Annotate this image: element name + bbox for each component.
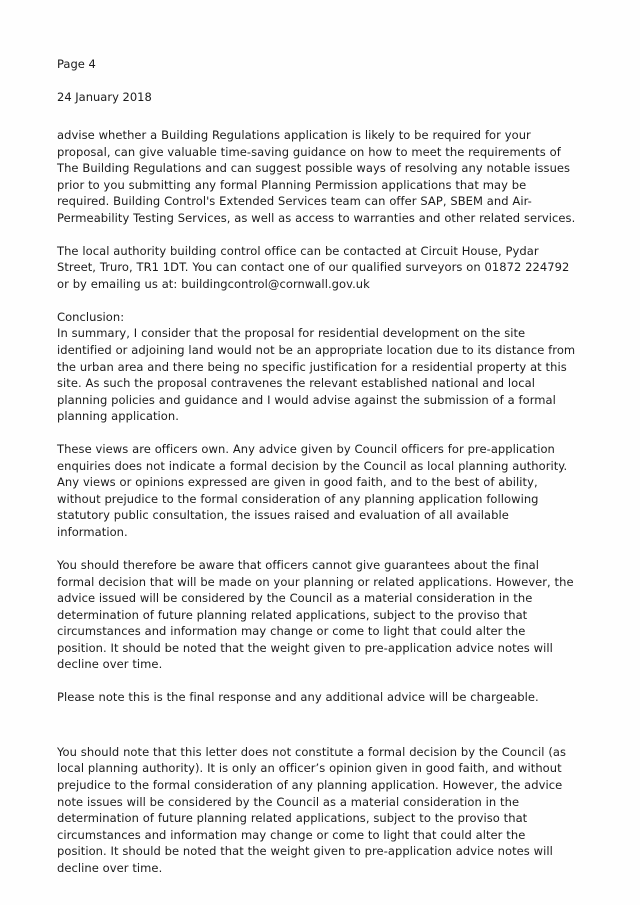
paragraph-no-guarantees-notice: You should therefore be aware that officers cannot give guarantees about the final formal decision that will be made on your planning or related applications. However, the advice issued will be considered by the Council as a material consideration in the determination of future planning related applications, subject to the proviso that circumstances and information may change or come to light that could alter the position. It should be noted that the weight given to pre-application advice notes will decline over time. [57, 558, 574, 672]
paragraph-building-control-contact: The local authority building control office can be contacted at Circuit House, Pydar Street, Truro, TR1 1DT. You can contact one of our qualified surveyors on 01872 224792 or by emailing us at: buildingcontrol@cornwall.gov.uk [57, 243, 570, 291]
paragraph-not-a-formal-decision-note: You should note that this letter does not constitute a formal decision by the Council (as local planning authority). It is only an officer’s opinion given in good faith, and without prejudice to the formal consideration of any planning application. However, the advice note issues will be considered by the Council as a material consideration in the determination of future planning related applications, subject to the proviso that circumstances and information may change or come to light that could alter the position. It should be noted that the weight given to pre-application advice notes will decline over time. [57, 744, 567, 875]
paragraph-final-response-note: Please note this is the final response and any additional advice will be chargeable. [57, 690, 539, 705]
paragraph-building-regulations-advice: advise whether a Building Regulations application is likely to be required for your proposal, can give valuable time-saving guidance on how to meet the requirements of The Building Regulations and can suggest possible ways of resolving any notable issues prior to you submitting any formal Planning Permission applications that may be required. Building Control's Extended Services team can offer SAP, SBEM and Air-Permeability Testing Services, as well as access to warranties and other related services. [57, 128, 576, 225]
conclusion-heading: Conclusion: [57, 309, 125, 324]
page-number: Page 4 [57, 57, 96, 71]
letter-date: 24 January 2018 [57, 89, 152, 104]
document-body [57, 127, 578, 876]
paragraph-conclusion-body: In summary, I consider that the proposal for residential development on the site identified or adjoining land would not be an appropriate location due to its distance from the urban area and there being no specific justification for a residential property at this site. As such the proposal contravenes the relevant established national and local planning policies and guidance and I would advise against the submission of a formal planning application. [57, 326, 576, 424]
paragraph-officers-own-views: These views are officers own. Any advice given by Council officers for pre-application enquiries does not indicate a formal decision by the Council as local planning authority. Any views or opinions expressed are given in good faith, and to the best of ability, without prejudice to the formal consideration of any planning application following statutory public consultation, the issues raised and evaluation of all available information. [57, 442, 568, 539]
